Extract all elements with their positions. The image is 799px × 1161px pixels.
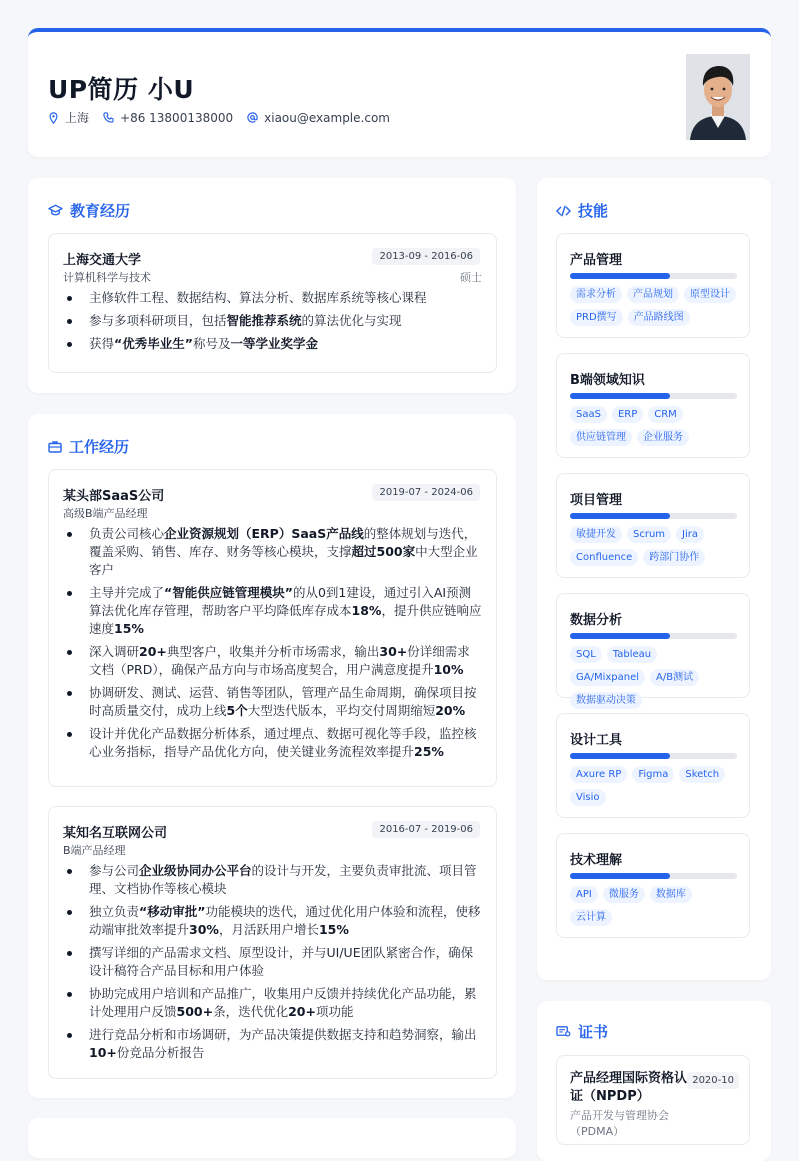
skill-group-name: B端领域知识 [570,373,645,388]
skill-group-name: 项目管理 [570,493,623,508]
skill-group-name: 设计工具 [570,733,623,748]
skills-card [537,178,771,980]
bullet-item: 独立负责“移动审批”功能模块的迭代，通过优化用户体验和流程，使移动端审批效率提升30%，月活跃用户增长15% [63,903,482,939]
phone-text: +86 13800138000 [120,110,234,125]
skill-level-fill [570,753,670,759]
skill-tag: 微服务 [603,886,645,903]
skill-tag: 敏捷开发 [570,526,622,543]
job-entry [48,469,497,787]
location-text: 上海 [65,111,90,125]
skill-group-name: 数据分析 [570,613,623,628]
skill-tag: Confluence [570,549,638,566]
contact-email [247,111,390,125]
education-section-title: 教育经历 [48,200,130,221]
certificate-icon [556,1025,571,1038]
certificates-card [537,1001,771,1161]
certificate-date: 2020-10 [687,1072,739,1089]
certificate-issuer: 产品开发与管理协会（PDMA） [570,1109,669,1138]
skill-tag: 数据驱动决策 [570,692,642,709]
bullet-item: 撰写详细的产品需求文档、原型设计，并与UI/UE团队紧密合作，确保设计稿符合产品目标和用户体验 [63,944,482,980]
skill-level-fill [570,393,670,399]
contact-phone [103,111,233,125]
header-card [28,28,771,157]
skill-group [556,593,750,706]
skill-group [556,833,750,938]
skill-tag: 供应链管理 [570,429,632,446]
bullet-item: 设计并优化产品数据分析体系，通过埋点、数据可视化等手段，监控核心业务指标，指导产品优化方向，使关键业务流程效率提升25% [63,725,482,761]
work-card [28,414,516,1098]
skill-tag: SaaS [570,406,607,423]
graduation-cap-icon [48,204,63,217]
skill-tags [570,406,742,452]
skill-tag: Jira [676,526,704,543]
skill-tag: Sketch [679,766,725,783]
job-date-badge: 2016-07 - 2019-06 [372,821,480,838]
code-icon [556,205,571,217]
skill-level-bar [570,513,737,519]
skill-tag: 云计算 [570,909,612,926]
skill-tags [570,766,742,812]
skill-level-bar [570,393,737,399]
contact-row [48,109,404,126]
bullet-item: 协调研发、测试、运营、销售等团队，管理产品生命周期，确保项目按时高质量交付，成功上线5个大型迭代版本，平均交付周期缩短20% [63,684,482,720]
contact-location [48,109,89,126]
skill-level-bar [570,753,737,759]
skill-tag: 原型设计 [684,286,736,303]
skill-tag: Scrum [627,526,671,543]
school-name: 上海交通大学 [63,253,142,268]
profile-photo [686,54,750,140]
education-entry [48,233,497,373]
phone-icon [103,112,114,123]
bullet-item: 深入调研20+典型客户，收集并分析市场需求，输出30+份详细需求文档（PRD），确保产品方向与市场高度契合，用户满意度提升10% [63,643,482,679]
skill-level-fill [570,873,670,879]
skill-level-bar [570,633,737,639]
skill-tag: 需求分析 [570,286,622,303]
bullet-item: 主修软件工程、数据结构、算法分析、数据库系统等核心课程 [63,289,482,307]
skill-tag: Axure RP [570,766,627,783]
skill-tag: 产品路线图 [628,309,690,326]
skill-group-name: 产品管理 [570,253,623,268]
job-role: B端产品经理 [63,844,126,857]
skill-group [556,233,750,338]
skill-group [556,473,750,578]
skill-tag: Figma [632,766,674,783]
skill-group-name: 技术理解 [570,853,623,868]
skill-level-fill [570,633,670,639]
degree-text: 硕士 [460,271,482,284]
education-card [28,178,516,393]
certificates-section-title: 证书 [556,1021,608,1042]
skill-tag: Visio [570,789,606,806]
skill-tags [570,526,742,572]
job-date-badge: 2019-07 - 2024-06 [372,484,480,501]
skill-level-fill [570,273,670,279]
work-section-title: 工作经历 [48,436,129,457]
bullet-item: 参与公司企业级协同办公平台的设计与开发，主要负责审批流、项目管理、文档协作等核心模块 [63,862,482,898]
bullet-item: 主导并完成了“智能供应链管理模块”的从0到1建设，通过引入AI预测算法优化库存管理，帮助客户平均降低库存成本18%，提升供应链响应速度15% [63,584,482,638]
next-section-card [28,1118,516,1158]
job-bullet-list [63,525,482,766]
bullet-item: 进行竞品分析和市场调研，为产品决策提供数据支持和趋势洞察，输出10+份竞品分析报告 [63,1026,482,1062]
skill-tag: 企业服务 [637,429,689,446]
at-sign-icon [247,112,258,123]
company-name: 某头部SaaS公司 [63,489,165,504]
bullet-item: 负责公司核心企业资源规划（ERP）SaaS产品线的整体规划与迭代，覆盖采购、销售、库存、财务等核心模块，支撑超过500家中大型企业客户 [63,525,482,579]
skill-tag: CRM [648,406,683,423]
briefcase-icon [48,440,62,453]
resume-name: UP简历 小U [48,75,195,104]
skill-level-fill [570,513,670,519]
skill-group [556,353,750,458]
skills-section-title: 技能 [556,200,608,221]
skill-tags [570,646,742,715]
skill-tag: SQL [570,646,602,663]
skill-tag: Tableau [607,646,657,663]
certificate-entry [556,1055,750,1145]
skill-tag: 产品规划 [627,286,679,303]
skill-tag: API [570,886,598,903]
job-entry [48,806,497,1079]
skill-group [556,713,750,818]
skill-tag: GA/Mixpanel [570,669,645,686]
education-bullet-list [63,289,482,358]
skill-level-bar [570,873,737,879]
bullet-item: 参与多项科研项目，包括智能推荐系统的算法优化与实现 [63,312,482,330]
skill-tag: 跨部门协作 [643,549,705,566]
skill-tag: PRD撰写 [570,309,623,326]
skill-tags [570,886,742,932]
certificate-name: 产品经理国际资格认证（NPDP） [570,1071,688,1104]
job-bullet-list [63,862,482,1067]
company-name: 某知名互联网公司 [63,826,168,841]
map-pin-icon [48,112,59,124]
education-date-badge: 2013-09 - 2016-06 [372,248,480,265]
skill-tag: ERP [612,406,643,423]
job-role: 高级B端产品经理 [63,507,148,520]
major-text: 计算机科学与技术 [63,271,151,284]
skill-tag: 数据库 [650,886,692,903]
bullet-item: 协助完成用户培训和产品推广，收集用户反馈并持续优化产品功能，累计处理用户反馈500+条，迭代优化20+项功能 [63,985,482,1021]
skill-level-bar [570,273,737,279]
skill-tags [570,286,742,332]
skill-tag: A/B测试 [650,669,699,686]
email-text: xiaou@example.com [264,110,390,125]
bullet-item: 获得“优秀毕业生”称号及一等学业奖学金 [63,335,482,353]
